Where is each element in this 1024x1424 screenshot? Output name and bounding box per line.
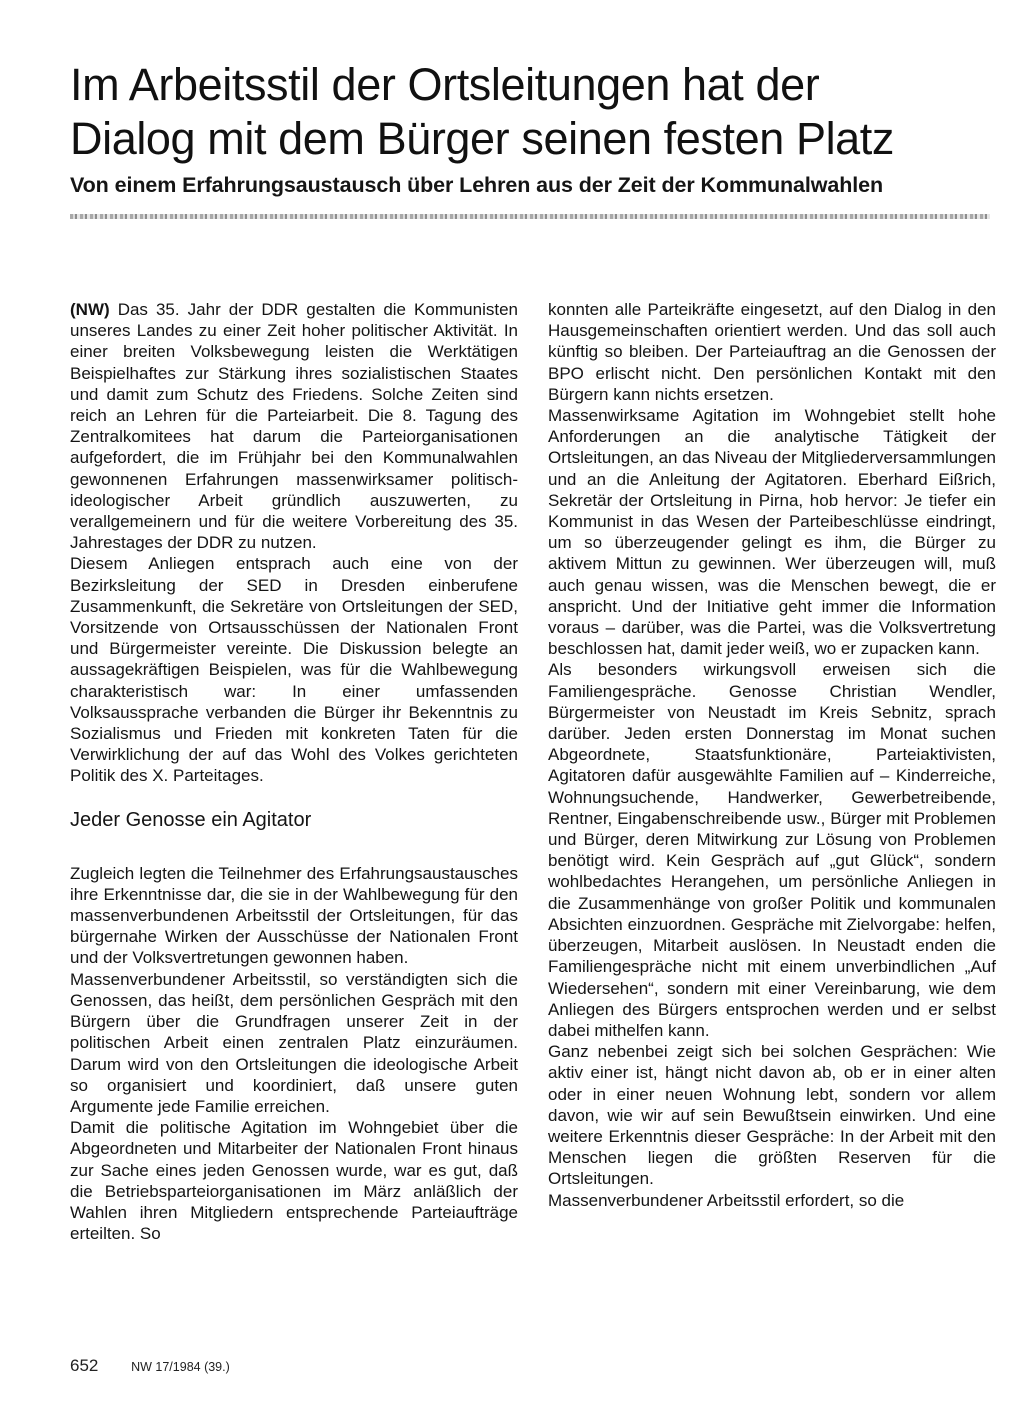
paragraph: Massenwirksame Agitation im Wohngebiet stellt hohe Anforderungen an die analytische Tätigkeit der Ortsleitungen, an das Niveau der Mitgliederversammlungen und an die Anleitung der Agitatoren. Eberhard Eißrich, Sekretär der Ortsleitung in Pirna, hob hervor: Je tiefer ein Kommunist in das Wesen der Parteibeschlüsse eindringt, um so überzeugender gelingt es ihm, die Bürger zu aktivem Mittun zu gewinnen. Wer überzeugen will, muß auch genau wissen, was die Menschen bewegt, die er anspricht. Und der Initiative geht immer die Information voraus – darüber, was die Partei, was die Volksvertretung beschlossen hat, damit jeder weiß, wo er zupacken kann. <box>548 406 996 659</box>
paragraph-intro <box>70 299 518 553</box>
article-title <box>70 58 1010 166</box>
paragraph: Massenverbundener Arbeitsstil erfordert, so die <box>548 1190 905 1210</box>
article-subtitle: Von einem Erfahrungsaustausch über Lehren aus der Zeit der Kommunalwahlen <box>70 173 884 197</box>
issue-reference: NW 17/1984 (39.) <box>131 1360 230 1374</box>
paragraph: Ganz nebenbei zeigt sich bei solchen Gesprächen: Wie aktiv einer ist, hängt nicht davon ab, ob er in einer alten oder in einer neuen Wohnung lebt, sondern vor allem davon, wie wir auf sein Bewußtsein einwirken. Und eine weitere Erkenntnis dieser Gespräche: In der Arbeit mit den Menschen liegen die größten Reserven für die Ortsleitungen. <box>548 1042 996 1189</box>
section-heading: Jeder Genosse ein Agitator <box>70 808 312 831</box>
left-column <box>70 299 518 1244</box>
page-footer <box>70 1356 230 1376</box>
paragraph: Massenverbundener Arbeitsstil, so verständigten sich die Genossen, das heißt, dem persönlichen Gespräch mit den Bürgern über die Grundfragen unserer Zeit in der politischen Arbeit einen zentralen Platz einzuräumen. Darum wird von den Ortsleitungen die ideologische Arbeit so organisiert und koordiniert, daß unsere guten Argumente jede Familie erreichen. <box>70 969 518 1116</box>
paragraph: Damit die politische Agitation im Wohngebiet über die Abgeordneten und Mitarbeiter der Nationalen Front hinaus zur Sache eines jeden Genossen wurde, war es gut, daß die Betriebsparteiorganisationen im März anläßlich der Wahlen ihren Mitgliedern entsprechende Parteiaufträge erteilten. So <box>70 1118 518 1244</box>
title-line-2: Dialog mit dem Bürger seinen festen Platz <box>70 113 895 164</box>
right-column <box>548 299 996 1211</box>
title-line-1: Im Arbeitsstil der Ortsleitungen hat der <box>70 59 820 110</box>
title-divider <box>70 214 990 219</box>
paragraph: konnten alle Parteikräfte eingesetzt, auf den Dialog in den Hausgemeinschaften orientiert werden. Und das soll auch künftig so bleiben. Der Parteiauftrag an die Genossen der BPO erlischt nicht. Den persönlichen Kontakt mit den Bürgern kann nichts ersetzen. <box>548 300 996 404</box>
page-number: 652 <box>70 1356 99 1375</box>
paragraph: Diesem Anliegen entsprach auch eine von der Bezirksleitung der SED in Dresden einberufene Zusammenkunft, die Sekretäre von Ortsleitungen der SED, Vorsitzende von Ortsausschüssen der Nationalen Front und Bürgermeister vereinte. Die Diskussion belegte an aussagekräftigen Beispielen, was für die Wahlbewegung charakteristisch war: In einer umfassenden Volksaussprache verbanden die Bürger ihr Bekenntnis zu Sozialismus und Frieden mit konkreten Taten für die Verwirklichung der auf das Wohl des Volkes gerichteten Politik des X. Parteitages. <box>70 554 518 786</box>
paragraph: Als besonders wirkungsvoll erweisen sich die Familiengespräche. Genosse Christian Wendler, Bürgermeister von Neustadt im Kreis Sebnitz, sprach darüber. Jeden ersten Donnerstag im Monat suchen Abgeordnete, Staatsfunktionäre, Parteiaktivisten, Agitatoren dafür ausgewählte Familien auf – Kinderreiche, Wohnungsuchende, Handwerker, Gewerbetreibende, Rentner, Eingabenschreibende usw., Bürger mit Problemen und Bürger, deren Mitwirkung zur Lösung von Problemen benötigt wird. Kein Gespräch auf „gut Glück“, sondern wohlbedachtes Herangehen, um persönliche Anliegen in die Zusammenhänge von großer Politik und kommunalen Absichten einzuordnen. Gespräche mit Zielvorgabe: helfen, überzeugen, Mitarbeit auslösen. In Neustadt enden die Familiengespräche nicht mit einem unverbindlichen „Auf Wiedersehen“, sondern mit einer Vereinbarung, wie dem Anliegen des Bürgers entsprochen werden und er selbst dabei mithelfen kann. <box>548 660 996 1040</box>
source-tag: (NW) <box>70 300 110 319</box>
paragraph-intro-text: Das 35. Jahr der DDR gestalten die Kommunisten unseres Landes zu einer Zeit hoher politischer Aktivität. In einer breiten Volksbewegung leisten die Werktätigen Beispielhaftes zur Stärkung ihres sozialistischen Staates und damit zum Schutz des Friedens. Solche Zeiten sind reich an Lehren für die Parteiarbeit. Die 8. Tagung des Zentralkomitees hat darum die Parteiorganisationen aufgefordert, die im Frühjahr bei den Kommunalwahlen gewonnenen Erfahrungen massenwirksamer politisch-ideologischer Arbeit gründlich auszuwerten, zu verallgemeinern und für die weitere Vorbereitung des 35. Jahrestages der DDR zu nutzen. <box>70 300 518 553</box>
paragraph: Zugleich legten die Teilnehmer des Erfahrungsaustausches ihre Erkenntnisse dar, die sie in der Wahlbewegung für den massenverbundenen Arbeitsstil der Ortsleitungen, für das bürgernahe Wirken der Ausschüsse der Nationalen Front und der Volksvertretungen gewonnen haben. <box>70 863 518 968</box>
